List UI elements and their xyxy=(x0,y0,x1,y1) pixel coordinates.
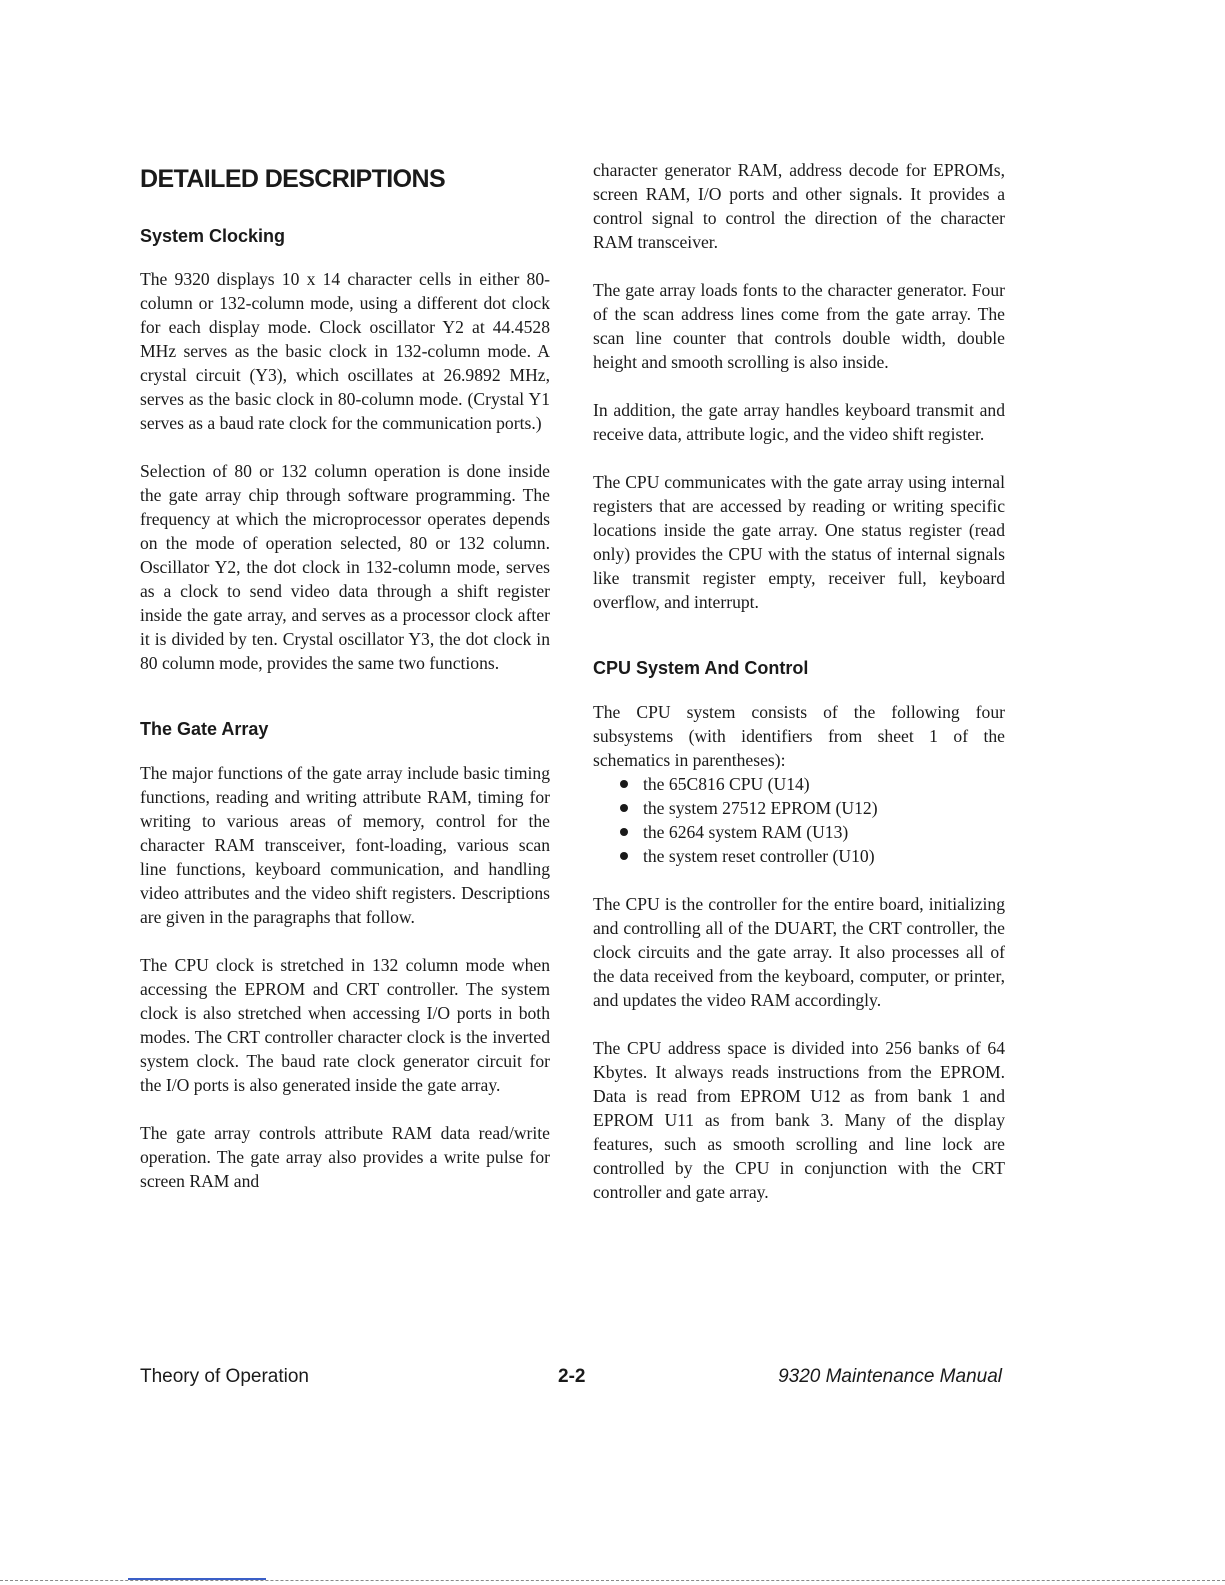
page-footer xyxy=(140,1366,1002,1392)
list-item-text: the 65C816 CPU (U14) xyxy=(643,773,810,794)
paragraph: The 9320 displays 10 x 14 character cells in either 80-column or 132-column mode, using a different dot clock for each display mode. Clock oscillator Y2 at 44.4528 MHz serves as the basic clock in 132-column mode. A crystal circuit (Y3), which oscillates at 26.9892 MHz, serves as the basic clock in 80-column mode. (Crystal Y1 serves as a baud rate clock for the communication ports.) xyxy=(140,269,550,434)
section-heading-system-clocking: System Clocking xyxy=(140,225,286,246)
bottom-divider xyxy=(0,1580,1225,1581)
list-item xyxy=(620,796,1005,820)
paragraph: character generator RAM, address decode for EPROMs, screen RAM, I/O ports and other signals. It provides a control signal to control the direction of the character RAM transceiver. xyxy=(593,160,1005,252)
list-item xyxy=(620,772,1005,796)
bullet-icon xyxy=(620,852,628,860)
paragraph: The CPU system consists of the following four subsystems (with identifiers from sheet 1 of the schematics in parentheses): xyxy=(593,701,1005,770)
paragraph: The gate array controls attribute RAM data read/write operation. The gate array also provides a write pulse for screen RAM and xyxy=(140,1122,550,1191)
paragraph: Selection of 80 or 132 column operation is done inside the gate array chip through software programming. The frequency at which the microprocessor operates depends on the mode of operation selected, 80 or 132 column. Oscillator Y2, the dot clock in 132-column mode, serves as a clock to send video data through a shift register inside the gate array, and serves as a processor clock after it is divided by ten. Crystal oscillator Y3, the dot clock in 80 column mode, provides the same two functions. xyxy=(140,461,550,674)
list-item-text: the 6264 system RAM (U13) xyxy=(643,821,849,842)
list-item-text: the system reset controller (U10) xyxy=(643,845,875,866)
right-column xyxy=(593,158,1005,1204)
paragraph: The major functions of the gate array include basic timing functions, reading and writing attribute RAM, timing for writing to various areas of memory, control for the character RAM transceiver, font-loading, various scan line functions, keyboard communication, and handling video attributes and the video shift registers. Descriptions are given in the paragraphs that follow. xyxy=(140,762,550,927)
paragraph: The CPU communicates with the gate array using internal registers that are accessed by reading or writing specific locations inside the gate array. One status register (read only) provides the CPU with the status of internal signals like transmit register empty, receiver full, keyboard overflow, and interrupt. xyxy=(593,472,1005,612)
subsystem-list xyxy=(593,772,1005,868)
left-column xyxy=(140,158,550,1193)
section-heading-cpu-system: CPU System And Control xyxy=(593,658,809,678)
list-item xyxy=(620,844,1005,868)
bullet-icon xyxy=(620,804,628,812)
paragraph: The CPU is the controller for the entire board, initializing and controlling all of the DUART, the CRT controller, the clock circuits and the gate array. It also processes all of the data received from the keyboard, computer, or printer, and updates the video RAM accordingly. xyxy=(593,893,1005,1010)
page-title: DETAILED DESCRIPTIONS xyxy=(140,165,446,193)
bottom-accent-line xyxy=(128,1578,266,1580)
list-item xyxy=(620,820,1005,844)
paragraph: The gate array loads fonts to the character generator. Four of the scan address lines come from the gate array. The scan line counter that controls double width, double height and smooth scrolling is also inside. xyxy=(593,280,1005,372)
paragraph: The CPU clock is stretched in 132 column mode when accessing the EPROM and CRT controller. The system clock is also stretched when accessing I/O ports in both modes. The CRT controller character clock is the inverted system clock. The baud rate clock generator circuit for the I/O ports is also generated inside the gate array. xyxy=(140,954,550,1095)
bullet-icon xyxy=(620,780,628,788)
section-heading-gate-array: The Gate Array xyxy=(140,719,269,740)
paragraph: In addition, the gate array handles keyboard transmit and receive data, attribute logic, and the video shift register. xyxy=(593,400,1005,444)
paragraph: The CPU address space is divided into 256 banks of 64 Kbytes. It always reads instructions from the EPROM. Data is read from EPROM U12 as from bank 1 and EPROM U11 as from bank 3. Many of the display features, such as smooth scrolling and line lock are controlled by the CPU in conjunction with the CRT controller and gate array. xyxy=(593,1037,1005,1202)
list-item-text: the system 27512 EPROM (U12) xyxy=(643,797,878,818)
page-number: 2-2 xyxy=(558,1366,586,1387)
footer-manual-title: 9320 Maintenance Manual xyxy=(778,1366,1002,1387)
bullet-icon xyxy=(620,828,628,836)
footer-section-name: Theory of Operation xyxy=(140,1366,309,1387)
